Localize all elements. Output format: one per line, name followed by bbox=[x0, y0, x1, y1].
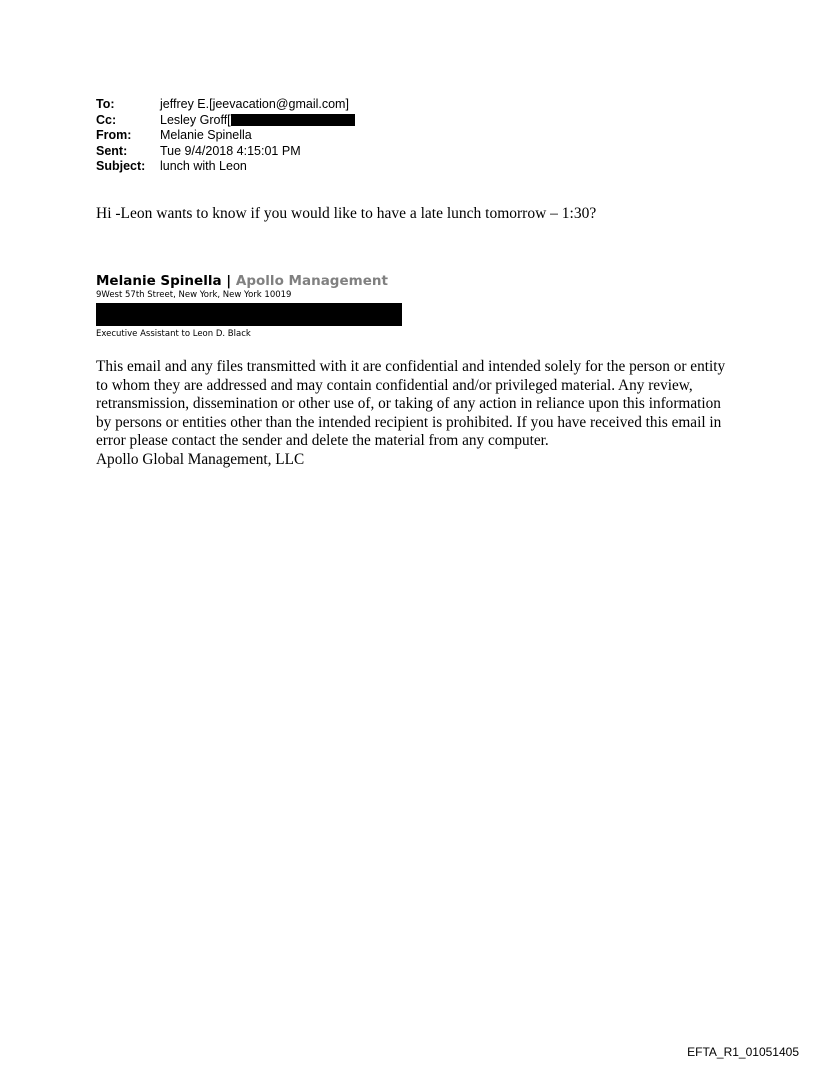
email-header bbox=[96, 97, 355, 175]
from-label: From: bbox=[96, 128, 132, 142]
document-id: EFTA_R1_01051405 bbox=[687, 1045, 799, 1059]
signature-title: Executive Assistant to Leon D. Black bbox=[96, 329, 251, 339]
subject-row bbox=[96, 159, 355, 175]
signature-name-line bbox=[96, 273, 388, 289]
sent-value: Tue 9/4/2018 4:15:01 PM bbox=[160, 143, 301, 158]
signature-separator: | bbox=[221, 273, 236, 289]
sent-label: Sent: bbox=[96, 143, 128, 158]
cc-value-text: Lesley Groff[ bbox=[160, 112, 231, 127]
email-body-message: Hi -Leon wants to know if you would like to have a late lunch tomorrow – 1:30? bbox=[96, 205, 597, 222]
cc-row bbox=[96, 113, 355, 129]
signature-name: Melanie Spinella bbox=[96, 273, 222, 289]
subject-value: lunch with Leon bbox=[160, 159, 247, 173]
cc-label: Cc: bbox=[96, 112, 117, 127]
sent-row bbox=[96, 144, 355, 160]
signature-company: Apollo Management bbox=[235, 273, 388, 289]
cc-redaction bbox=[231, 114, 355, 126]
disclaimer-text: This email and any files transmitted with it are confidential and intended solely for the person or entity to whom they are addressed and may contain confidential and/or privileged material. Any review, retransmission, dissemination or other use of, or taking of any action in reliance upon this information by persons or entities other than the intended recipient is prohibited. If you have received this email in error please contact the sender and delete the material from any computer. bbox=[96, 358, 726, 450]
disclaimer-company: Apollo Global Management, LLC bbox=[96, 450, 305, 468]
subject-label: Subject: bbox=[96, 159, 146, 173]
confidentiality-disclaimer bbox=[96, 358, 736, 470]
from-row bbox=[96, 128, 355, 144]
signature-redaction bbox=[96, 303, 402, 326]
to-row bbox=[96, 97, 355, 113]
cc-value bbox=[160, 113, 355, 129]
to-value: jeffrey E.[jeevacation@gmail.com] bbox=[160, 97, 349, 111]
to-label: To: bbox=[96, 97, 115, 111]
signature-address: 9West 57th Street, New York, New York 10019 bbox=[96, 290, 292, 300]
from-value: Melanie Spinella bbox=[160, 128, 252, 142]
